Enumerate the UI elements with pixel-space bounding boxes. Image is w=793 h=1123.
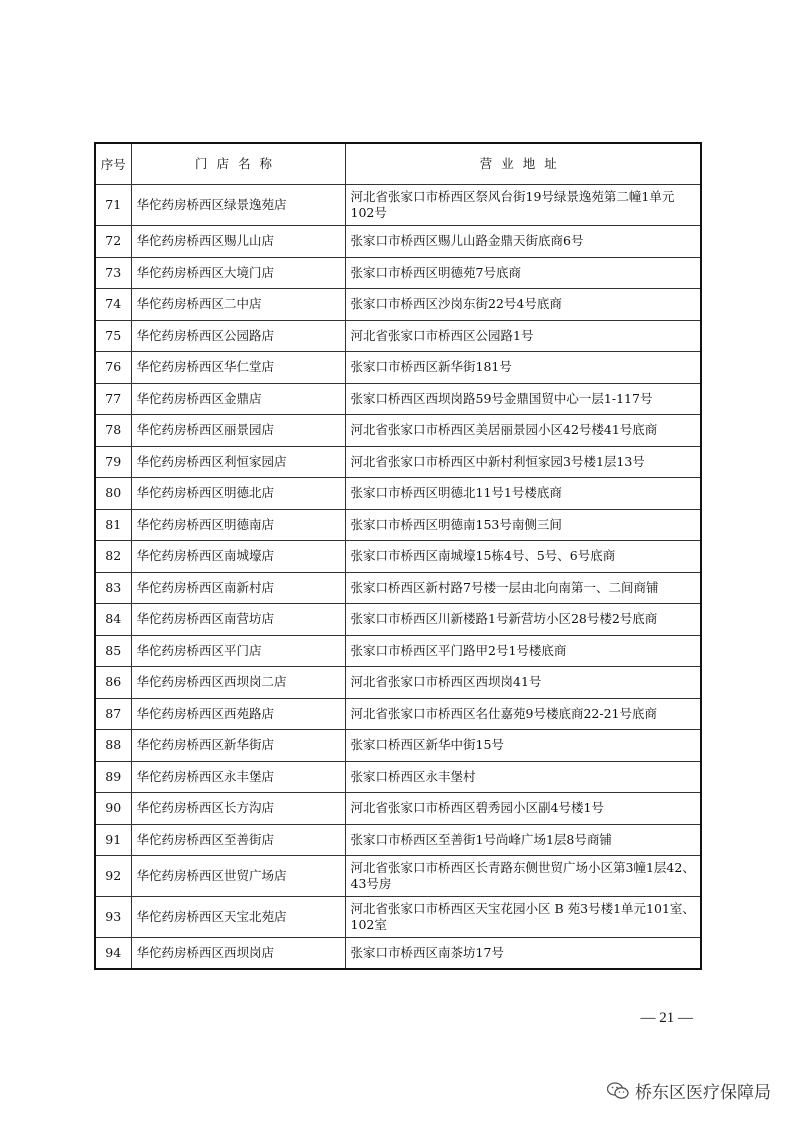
store-name: 华佗药房桥西区明德南店	[131, 509, 345, 541]
table-row	[95, 226, 701, 258]
table-row	[95, 698, 701, 730]
store-name: 华佗药房桥西区南城壕店	[131, 541, 345, 573]
store-address: 河北省张家口市桥西区公园路1号	[345, 320, 701, 352]
page-number: — 21 —	[640, 1010, 693, 1026]
store-name: 华佗药房桥西区南营坊店	[131, 604, 345, 636]
row-number: 91	[95, 824, 131, 856]
row-number: 94	[95, 938, 131, 970]
store-name: 华佗药房桥西区世贸广场店	[131, 856, 345, 897]
store-name: 华佗药房桥西区公园路店	[131, 320, 345, 352]
header-name: 门店名称	[131, 143, 345, 185]
wechat-icon	[607, 1082, 629, 1100]
store-address: 张家口市桥西区川新楼路1号新营坊小区28号楼2号底商	[345, 604, 701, 636]
table-row	[95, 478, 701, 510]
store-name: 华佗药房桥西区长方沟店	[131, 793, 345, 825]
table-row	[95, 257, 701, 289]
store-name: 华佗药房桥西区西坝岗店	[131, 938, 345, 970]
row-number: 88	[95, 730, 131, 762]
store-name: 华佗药房桥西区丽景园店	[131, 415, 345, 447]
store-address: 河北省张家口市桥西区天宝花园小区 B 苑3号楼1单元101室、102室	[345, 897, 701, 938]
store-name: 华佗药房桥西区二中店	[131, 289, 345, 321]
row-number: 83	[95, 572, 131, 604]
table-header-row	[95, 143, 701, 185]
table-row	[95, 320, 701, 352]
store-address: 张家口市桥西区明德北11号1号楼底商	[345, 478, 701, 510]
store-name: 华佗药房桥西区南新村店	[131, 572, 345, 604]
row-number: 85	[95, 635, 131, 667]
store-name: 华佗药房桥西区天宝北苑店	[131, 897, 345, 938]
row-number: 84	[95, 604, 131, 636]
table-row	[95, 856, 701, 897]
store-name: 华佗药房桥西区利恒家园店	[131, 446, 345, 478]
table-row	[95, 824, 701, 856]
store-address: 张家口桥西区永丰堡村	[345, 761, 701, 793]
row-number: 80	[95, 478, 131, 510]
store-name: 华佗药房桥西区新华街店	[131, 730, 345, 762]
row-number: 76	[95, 352, 131, 384]
table-row	[95, 541, 701, 573]
store-address: 张家口市桥西区明德苑7号底商	[345, 257, 701, 289]
row-number: 92	[95, 856, 131, 897]
store-address: 张家口市桥西区至善街1号尚峰广场1层8号商铺	[345, 824, 701, 856]
table-row	[95, 761, 701, 793]
row-number: 86	[95, 667, 131, 699]
store-address: 张家口市桥西区平门路甲2号1号楼底商	[345, 635, 701, 667]
table-row	[95, 793, 701, 825]
store-address: 河北省张家口市桥西区美居丽景园小区42号楼41号底商	[345, 415, 701, 447]
table-row	[95, 185, 701, 226]
store-address: 河北省张家口市桥西区名仕嘉苑9号楼底商22-21号底商	[345, 698, 701, 730]
store-name: 华佗药房桥西区西坝岗二店	[131, 667, 345, 699]
table-row	[95, 667, 701, 699]
row-number: 78	[95, 415, 131, 447]
row-number: 90	[95, 793, 131, 825]
store-name: 华佗药房桥西区平门店	[131, 635, 345, 667]
header-address: 营业地址	[345, 143, 701, 185]
table-row	[95, 635, 701, 667]
store-address: 河北省张家口市桥西区中新村利恒家园3号楼1层13号	[345, 446, 701, 478]
row-number: 77	[95, 383, 131, 415]
row-number: 73	[95, 257, 131, 289]
table-row	[95, 897, 701, 938]
table-row	[95, 509, 701, 541]
store-name: 华佗药房桥西区华仁堂店	[131, 352, 345, 384]
store-name: 华佗药房桥西区绿景逸苑店	[131, 185, 345, 226]
row-number: 81	[95, 509, 131, 541]
row-number: 79	[95, 446, 131, 478]
table-row	[95, 604, 701, 636]
store-name: 华佗药房桥西区西苑路店	[131, 698, 345, 730]
store-address: 河北省张家口市桥西区祭风台街19号绿景逸苑第二幢1单元102号	[345, 185, 701, 226]
row-number: 75	[95, 320, 131, 352]
store-name: 华佗药房桥西区赐儿山店	[131, 226, 345, 258]
row-number: 89	[95, 761, 131, 793]
header-seq: 序号	[95, 143, 131, 185]
table-row	[95, 289, 701, 321]
table-row	[95, 572, 701, 604]
store-address: 张家口市桥西区沙岗东街22号4号底商	[345, 289, 701, 321]
store-name: 华佗药房桥西区大境门店	[131, 257, 345, 289]
table-row	[95, 730, 701, 762]
store-address: 河北省张家口市桥西区长青路东侧世贸广场小区第3幢1层42、43号房	[345, 856, 701, 897]
table-row	[95, 415, 701, 447]
row-number: 72	[95, 226, 131, 258]
row-number: 93	[95, 897, 131, 938]
store-address: 河北省张家口市桥西区碧秀园小区副4号楼1号	[345, 793, 701, 825]
store-name: 华佗药房桥西区至善街店	[131, 824, 345, 856]
store-address: 张家口市桥西区新华街181号	[345, 352, 701, 384]
row-number: 82	[95, 541, 131, 573]
row-number: 71	[95, 185, 131, 226]
table-row	[95, 938, 701, 970]
store-address: 河北省张家口市桥西区西坝岗41号	[345, 667, 701, 699]
table-row	[95, 383, 701, 415]
table-row	[95, 352, 701, 384]
watermark	[607, 1078, 771, 1103]
store-address: 张家口桥西区新村路7号楼一层由北向南第一、二间商铺	[345, 572, 701, 604]
row-number: 87	[95, 698, 131, 730]
store-address: 张家口市桥西区南茶坊17号	[345, 938, 701, 970]
store-table	[94, 142, 702, 970]
store-address: 张家口市桥西区明德南153号南侧三间	[345, 509, 701, 541]
store-address: 张家口桥西区西坝岗路59号金鼎国贸中心一层1-117号	[345, 383, 701, 415]
store-address: 张家口桥西区新华中街15号	[345, 730, 701, 762]
store-address: 张家口市桥西区赐儿山路金鼎天街底商6号	[345, 226, 701, 258]
watermark-text: 桥东区医疗保障局	[635, 1083, 771, 1103]
row-number: 74	[95, 289, 131, 321]
store-address: 张家口市桥西区南城壕15栋4号、5号、6号底商	[345, 541, 701, 573]
table-row	[95, 446, 701, 478]
store-name: 华佗药房桥西区永丰堡店	[131, 761, 345, 793]
store-name: 华佗药房桥西区金鼎店	[131, 383, 345, 415]
store-name: 华佗药房桥西区明德北店	[131, 478, 345, 510]
